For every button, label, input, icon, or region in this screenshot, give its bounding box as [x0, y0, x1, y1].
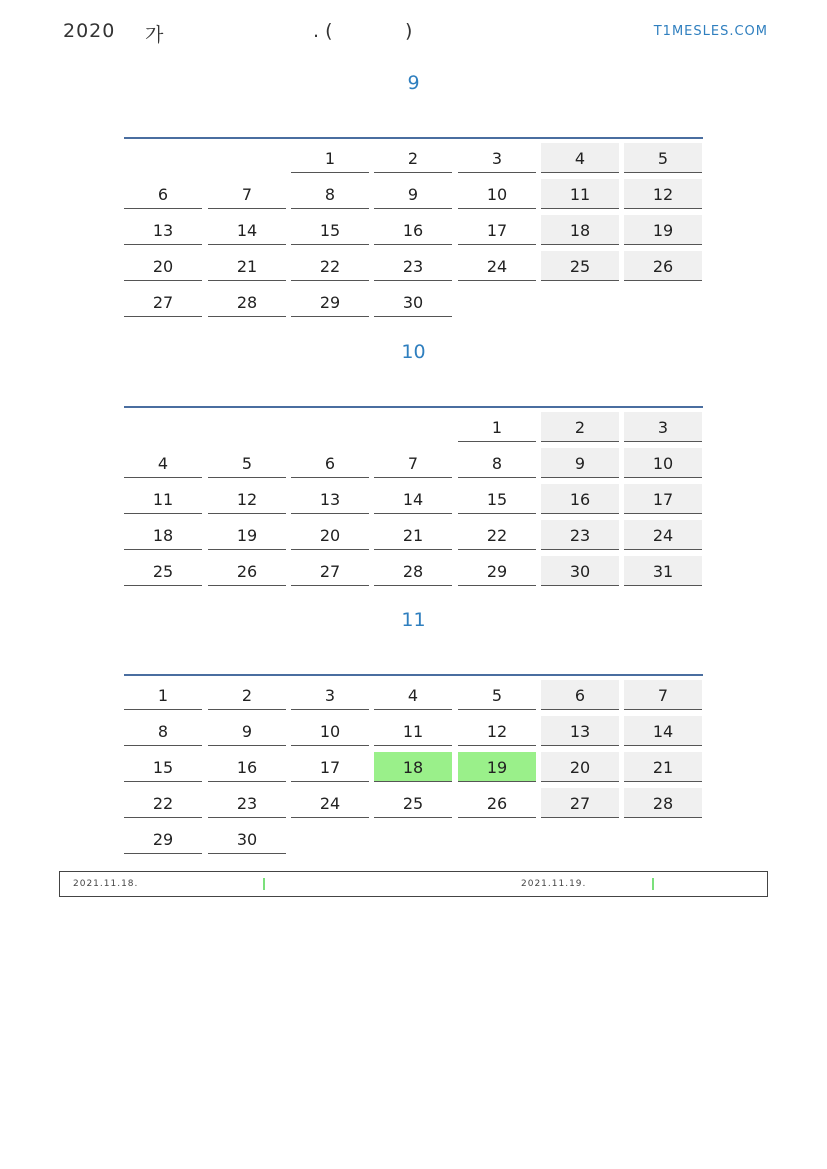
day-cell[interactable]: 9: [208, 716, 286, 746]
day-cell[interactable]: 7: [208, 179, 286, 209]
day-cell[interactable]: 23: [374, 251, 452, 281]
footer-mark-2: [652, 878, 654, 890]
day-cell[interactable]: 30: [208, 824, 286, 854]
day-cell[interactable]: 20: [291, 520, 369, 550]
calendar-top-rule: [124, 674, 703, 676]
footer-box: [59, 871, 768, 897]
day-cell[interactable]: 16: [208, 752, 286, 782]
day-cell[interactable]: 12: [208, 484, 286, 514]
day-cell[interactable]: 31: [624, 556, 702, 586]
day-cell[interactable]: 4: [124, 448, 202, 478]
day-cell[interactable]: 25: [541, 251, 619, 281]
day-cell[interactable]: 20: [124, 251, 202, 281]
day-cell[interactable]: 6: [291, 448, 369, 478]
day-cell[interactable]: 27: [291, 556, 369, 586]
day-cell[interactable]: 13: [541, 716, 619, 746]
day-cell[interactable]: 14: [374, 484, 452, 514]
month-title: 9: [407, 72, 420, 94]
day-cell[interactable]: 16: [374, 215, 452, 245]
day-cell[interactable]: 28: [624, 788, 702, 818]
day-cell[interactable]: 2: [208, 680, 286, 710]
day-cell[interactable]: 6: [541, 680, 619, 710]
day-cell[interactable]: 30: [541, 556, 619, 586]
day-cell[interactable]: 22: [458, 520, 536, 550]
day-cell[interactable]: 29: [291, 287, 369, 317]
day-cell[interactable]: 17: [291, 752, 369, 782]
day-cell[interactable]: 15: [291, 215, 369, 245]
day-cell[interactable]: 6: [124, 179, 202, 209]
footer-mark-1: [263, 878, 265, 890]
day-cell[interactable]: 28: [374, 556, 452, 586]
day-cell[interactable]: 8: [458, 448, 536, 478]
day-cell[interactable]: 24: [291, 788, 369, 818]
day-cell[interactable]: 11: [374, 716, 452, 746]
day-cell[interactable]: 11: [541, 179, 619, 209]
footer-date-2: 2021.11.19.: [521, 879, 587, 889]
day-cell[interactable]: 13: [291, 484, 369, 514]
day-cell[interactable]: 7: [624, 680, 702, 710]
day-cell[interactable]: 23: [541, 520, 619, 550]
month-title: 11: [401, 609, 426, 631]
day-cell[interactable]: 7: [374, 448, 452, 478]
day-cell[interactable]: 10: [458, 179, 536, 209]
day-cell[interactable]: 1: [291, 143, 369, 173]
day-cell[interactable]: 18: [124, 520, 202, 550]
title-year: 2020: [63, 20, 116, 42]
day-cell[interactable]: 2: [374, 143, 452, 173]
day-cell[interactable]: 5: [458, 680, 536, 710]
day-cell[interactable]: 13: [124, 215, 202, 245]
day-cell[interactable]: 10: [291, 716, 369, 746]
title-paren: . ( ): [313, 20, 413, 42]
day-cell[interactable]: 10: [624, 448, 702, 478]
day-cell[interactable]: 8: [124, 716, 202, 746]
day-cell[interactable]: 5: [208, 448, 286, 478]
day-cell[interactable]: 9: [374, 179, 452, 209]
day-cell[interactable]: 4: [374, 680, 452, 710]
day-cell[interactable]: 12: [458, 716, 536, 746]
day-cell[interactable]: 3: [291, 680, 369, 710]
day-cell[interactable]: 21: [624, 752, 702, 782]
day-cell[interactable]: 23: [208, 788, 286, 818]
calendar-top-rule: [124, 137, 703, 139]
day-cell[interactable]: 28: [208, 287, 286, 317]
day-cell[interactable]: 1: [124, 680, 202, 710]
day-cell[interactable]: 27: [541, 788, 619, 818]
footer-date-1: 2021.11.18.: [73, 879, 139, 889]
page-header: [63, 18, 768, 48]
day-cell[interactable]: 19: [208, 520, 286, 550]
day-cell[interactable]: 22: [124, 788, 202, 818]
day-cell[interactable]: 27: [124, 287, 202, 317]
day-cell[interactable]: 18: [374, 752, 452, 782]
day-cell[interactable]: 4: [541, 143, 619, 173]
day-cell[interactable]: 19: [458, 752, 536, 782]
day-cell[interactable]: 17: [624, 484, 702, 514]
day-cell[interactable]: 21: [208, 251, 286, 281]
day-cell[interactable]: 29: [124, 824, 202, 854]
day-cell[interactable]: 26: [458, 788, 536, 818]
day-cell[interactable]: 17: [458, 215, 536, 245]
site-link[interactable]: T1MESLES.COM: [653, 24, 768, 39]
day-cell[interactable]: 21: [374, 520, 452, 550]
day-cell[interactable]: 1: [458, 412, 536, 442]
day-cell[interactable]: 26: [208, 556, 286, 586]
day-cell[interactable]: 26: [624, 251, 702, 281]
month-title: 10: [401, 341, 426, 363]
day-cell[interactable]: 30: [374, 287, 452, 317]
day-cell[interactable]: 9: [541, 448, 619, 478]
day-cell[interactable]: 16: [541, 484, 619, 514]
day-cell[interactable]: 3: [624, 412, 702, 442]
day-cell[interactable]: 25: [374, 788, 452, 818]
day-cell[interactable]: 5: [624, 143, 702, 173]
day-cell[interactable]: 29: [458, 556, 536, 586]
day-cell[interactable]: 3: [458, 143, 536, 173]
day-cell[interactable]: 14: [208, 215, 286, 245]
day-cell[interactable]: 24: [458, 251, 536, 281]
day-cell[interactable]: 19: [624, 215, 702, 245]
day-cell[interactable]: 18: [541, 215, 619, 245]
day-cell[interactable]: 8: [291, 179, 369, 209]
calendar-top-rule: [124, 406, 703, 408]
day-cell[interactable]: 12: [624, 179, 702, 209]
day-cell[interactable]: 2: [541, 412, 619, 442]
day-cell[interactable]: 25: [124, 556, 202, 586]
day-cell[interactable]: 15: [124, 752, 202, 782]
day-cell[interactable]: 15: [458, 484, 536, 514]
day-cell[interactable]: 22: [291, 251, 369, 281]
day-cell[interactable]: 11: [124, 484, 202, 514]
day-cell[interactable]: 14: [624, 716, 702, 746]
day-cell[interactable]: 24: [624, 520, 702, 550]
title-char: 가: [145, 24, 164, 46]
day-cell[interactable]: 20: [541, 752, 619, 782]
